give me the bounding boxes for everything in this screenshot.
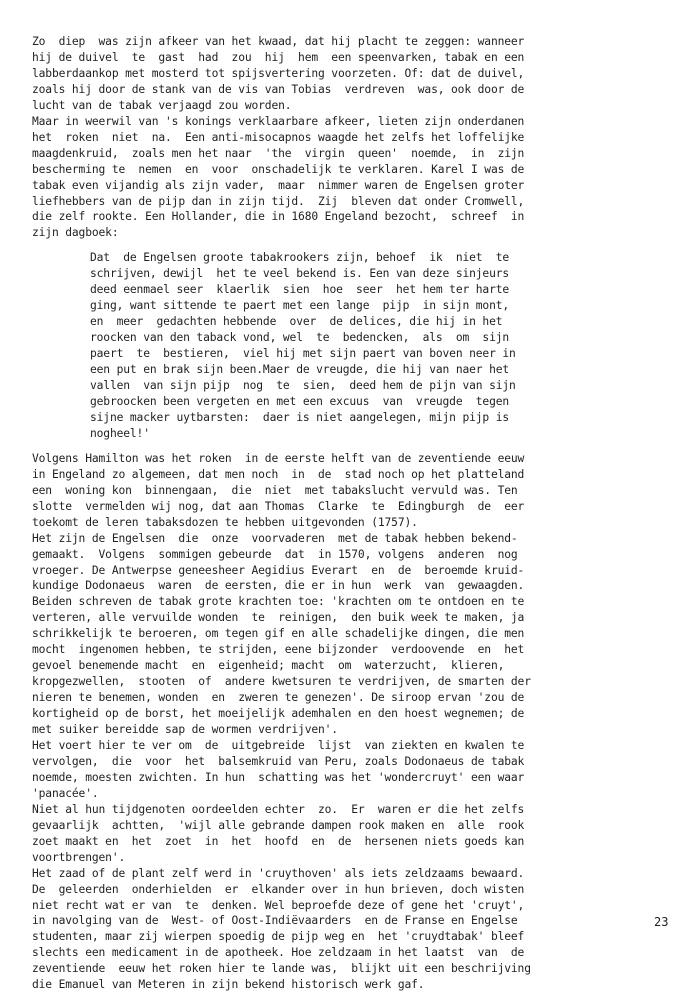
page-number: 23 bbox=[654, 915, 669, 929]
quote-line: gebroocken been vergeten en met een excuus van vreugde tegen bbox=[90, 394, 510, 408]
quote-line: en meer gedachten hebbende over de delices, die hij in het bbox=[90, 315, 503, 329]
main-line: in Engeland zo algemeen, dat men noch in de stad noch op het platteland bbox=[32, 467, 525, 481]
main-line: kortigheid op de borst, het moeijelijk ademhalen en den hoest wegnemen; de bbox=[32, 707, 525, 721]
main-line: slechts een medicament in de apotheek. Hoe zeldzaam in het laatst van de bbox=[32, 946, 525, 960]
main-line: die Emanuel van Meteren in zijn bekend historisch werk gaf. bbox=[32, 978, 425, 992]
quote-line: nogheel!' bbox=[90, 426, 150, 440]
intro-line: maagdenkruid, zoals men het naar 'the virgin queen' noemde, in zijn bbox=[32, 146, 525, 160]
main-line: vervolgen, die voor het balsemkruid van Peru, zoals Dodonaeus de tabak bbox=[32, 754, 525, 768]
main-line: 'panacée'. bbox=[32, 786, 99, 800]
intro-line: die zelf rookte. Een Hollander, die in 1680 Engeland bezocht, schreef in bbox=[32, 210, 525, 224]
main-line: gevoel benemende macht en eigenheid; macht om waterzucht, klieren, bbox=[32, 659, 505, 673]
main-line: nieren te benemen, wonden en zweren te genezen'. De siroop ervan 'zou de bbox=[32, 691, 525, 705]
intro-line: Maar in weerwil van 's konings verklaarbare afkeer, lieten zijn onderdanen bbox=[32, 114, 525, 128]
quote-line: schrijven, dewijl het te veel bekend is. Een van deze sinjeurs bbox=[90, 267, 510, 281]
intro-line: hij de duivel te gast had zou hij hem een speenvarken, tabak en een bbox=[32, 50, 525, 64]
quote-line: Dat de Engelsen groote tabakrookers zijn, behoef ik niet te bbox=[90, 251, 510, 265]
quote-line: roocken van den taback vond, wel te bedencken, als om sijn bbox=[90, 331, 510, 345]
main-line: Het voert hier te ver om de uitgebreide lijst van ziekten en kwalen te bbox=[32, 738, 525, 752]
intro-line: liefhebbers van de pijp dan in zijn tijd. Zij bleven dat onder Cromwell, bbox=[32, 194, 525, 208]
intro-line: bescherming te nemen en voor onschadelijk te verklaren. Karel I was de bbox=[32, 162, 525, 176]
blockquote-dagboek bbox=[32, 250, 682, 441]
quote-line: een put en brak sijn been.Maer de vreugde, die hij van naer het bbox=[90, 363, 510, 377]
main-line: kropgezwellen, stooten of andere kwetsuren te verdrijven, de smarten der bbox=[32, 675, 531, 689]
main-line: zoet maakt en het zoet in het hoofd en de hersenen niets goeds kan bbox=[32, 834, 525, 848]
main-line: in navolging van de West- of Oost-Indiëvaarders en de Franse en Engelse bbox=[32, 914, 518, 928]
main-line: met suiker bereidde sap de wormen verdrijven'. bbox=[32, 723, 338, 737]
quote-line: paert te bestieren, viel hij met sijn paert van boven neer in bbox=[90, 347, 516, 361]
main-line: kundige Dodonaeus waren de eersten, die er in hun werk van gewaagden. bbox=[32, 579, 525, 593]
main-line: een woning kon binnengaan, die niet met tabakslucht vervuld was. Ten bbox=[32, 483, 518, 497]
main-line: Het zaad of de plant zelf werd in 'cruythoven' als iets zeldzaams bewaard. bbox=[32, 866, 525, 880]
intro-line: het roken niet na. Een anti-misocapnos waagde het zelfs het loffelijke bbox=[32, 130, 525, 144]
main-line: De geleerden onderhielden er elkander over in hun brieven, doch wisten bbox=[32, 882, 525, 896]
main-line: studenten, maar zij wierpen spoedig de pijp weg en het 'cruydtabak' bleef bbox=[32, 930, 525, 944]
main-line: mocht ingenomen hebben, te strijden, eene bijzonder verdoovende en het bbox=[32, 643, 525, 657]
main-line: gevaarlijk achtten, 'wijl alle gebrande dampen rook maken en alle rook bbox=[32, 818, 525, 832]
page-text bbox=[32, 34, 682, 993]
quote-line: deed eenmael seer klaerlik sien hoe seer het hem ter harte bbox=[90, 283, 510, 297]
intro-line: tabak even vijandig als zijn vader, maar nimmer waren de Engelsen groter bbox=[32, 178, 525, 192]
intro-line: Zo diep was zijn afkeer van het kwaad, dat hij placht te zeggen: wanneer bbox=[32, 35, 525, 48]
main-line: gemaakt. Volgens sommigen gebeurde dat in 1570, volgens anderen nog bbox=[32, 547, 518, 561]
main-line: niet recht wat er van te denken. Wel beproefde deze of gene het 'cruyt', bbox=[32, 898, 525, 912]
main-line: slotte vermelden wij nog, dat aan Thomas Clarke te Edingburgh de eer bbox=[32, 499, 525, 513]
main-line: voortbrengen'. bbox=[32, 850, 126, 864]
intro-line: zoals hij door de stank van de vis van Tobias verdreven was, ook door de bbox=[32, 82, 525, 96]
paragraph-intro bbox=[32, 34, 682, 241]
main-line: Niet al hun tijdgenoten oordeelden echter zo. Er waren er die het zelfs bbox=[32, 802, 525, 816]
main-line: Volgens Hamilton was het roken in de eerste helft van de zeventiende eeuw bbox=[32, 451, 525, 465]
intro-line: labberdaankop met mosterd tot spijsvertering voorzeten. Of: dat de duivel, bbox=[32, 66, 525, 80]
main-line: verteren, alle vervuilde wonden te reinigen, den buik week te maken, ja bbox=[32, 611, 525, 625]
intro-line: zijn dagboek: bbox=[32, 226, 119, 240]
main-line: zeventiende eeuw het roken hier te lande was, blijkt uit een beschrijving bbox=[32, 962, 531, 976]
main-line: Beiden schreven de tabak grote krachten toe: 'krachten om te ontdoen en te bbox=[32, 595, 525, 609]
intro-line: lucht van de tabak verjaagd zou worden. bbox=[32, 98, 292, 112]
main-line: schrikkelijk te beroeren, om tegen gif en alle schadelijke dingen, die men bbox=[32, 627, 525, 641]
main-line: toekomt de leren tabaksdozen te hebben uitgevonden (1757). bbox=[32, 515, 418, 529]
quote-line: ging, want sittende te paert met een lange pijp in sijn mont, bbox=[90, 299, 510, 313]
quote-line: vallen van sijn pijp nog te sien, deed hem de pijn van sijn bbox=[90, 379, 516, 393]
main-line: Het zijn de Engelsen die onze voorvaderen met de tabak hebben bekend- bbox=[32, 531, 518, 545]
main-line: vroeger. De Antwerpse geneesheer Aegidius Everart en de beroemde kruid- bbox=[32, 563, 525, 577]
quote-line: sijne macker uytbarsten: daer is niet aangelegen, mijn pijp is bbox=[90, 410, 510, 424]
main-line: noemde, moesten zwichten. In hun schatting was het 'wondercruyt' een waar bbox=[32, 770, 525, 784]
paragraph-main bbox=[32, 451, 682, 993]
